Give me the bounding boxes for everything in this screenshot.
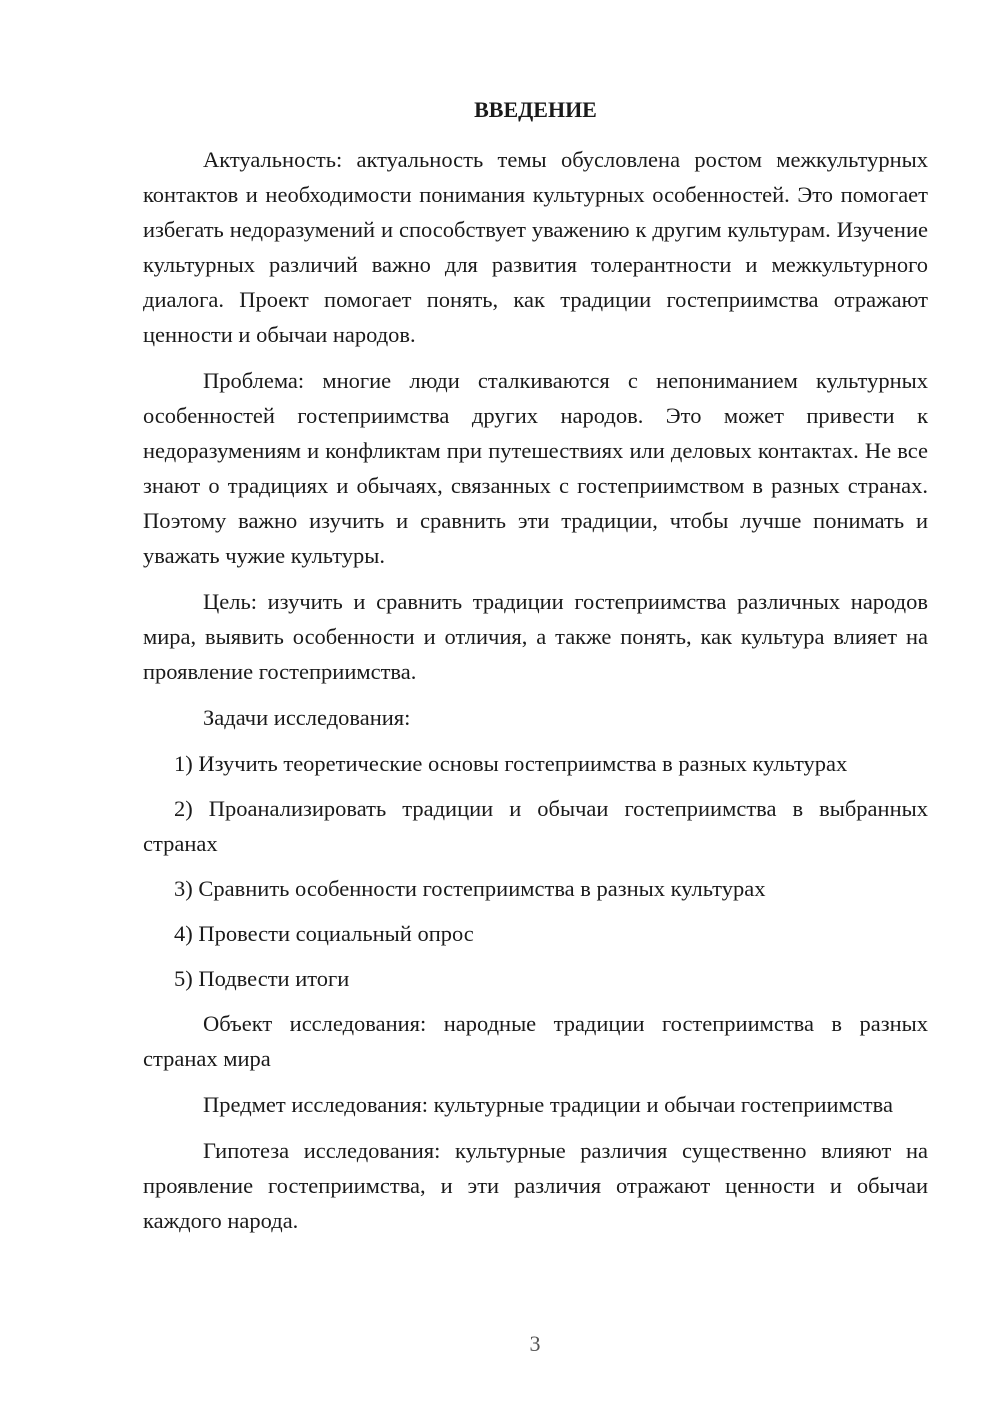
list-item: 4) Провести социальный опрос [174,921,474,946]
task-list [143,746,928,996]
page-number: 3 [529,1331,541,1356]
list-item: 5) Подвести итоги [174,966,350,991]
document-page [143,92,928,1249]
paragraph-problem: Проблема: многие люди сталкиваются с непониманием культурных особенностей гостеприимства других народов. Это может привести к недоразумениям и конфликтам при путешествиях или деловых контактах. Не все знают о традициях и обычаях, связанных с гостеприимством в разных странах. Поэтому важно изучить и сравнить эти традиции, чтобы лучше понимать и уважать чужие культуры. [143,368,928,568]
page-title: ВВЕДЕНИЕ [474,97,597,122]
paragraph-hypothesis: Гипотеза исследования: культурные различия существенно влияют на проявление гостеприимства, и эти различия отражают ценности и обычаи каждого народа. [143,1138,928,1233]
paragraph-goal: Цель: изучить и сравнить традиции гостеприимства различных народов мира, выявить особенности и отличия, а также понять, как культура влияет на проявление гостеприимства. [143,589,928,684]
paragraph-relevance: Актуальность: актуальность темы обусловлена ростом межкультурных контактов и необходимости понимания культурных особенностей. Это помогает избегать недоразумений и способствует уважению к другим культурам. Изучение культурных различий важно для развития толерантности и межкультурного диалога. Проект помогает понять, как традиции гостеприимства отражают ценности и обычаи народов. [143,147,928,347]
list-item: 1) Изучить теоретические основы гостеприимства в разных культурах [174,751,848,776]
list-item: 3) Сравнить особенности гостеприимства в разных культурах [174,876,766,901]
paragraph-tasks-heading: Задачи исследования: [203,705,411,730]
list-item: 2) Проанализировать традиции и обычаи гостеприимства в выбранных странах [143,796,928,856]
paragraph-subject: Предмет исследования: культурные традиции и обычаи гостеприимства [203,1092,893,1117]
paragraph-object: Объект исследования: народные традиции гостеприимства в разных странах мира [143,1011,928,1071]
